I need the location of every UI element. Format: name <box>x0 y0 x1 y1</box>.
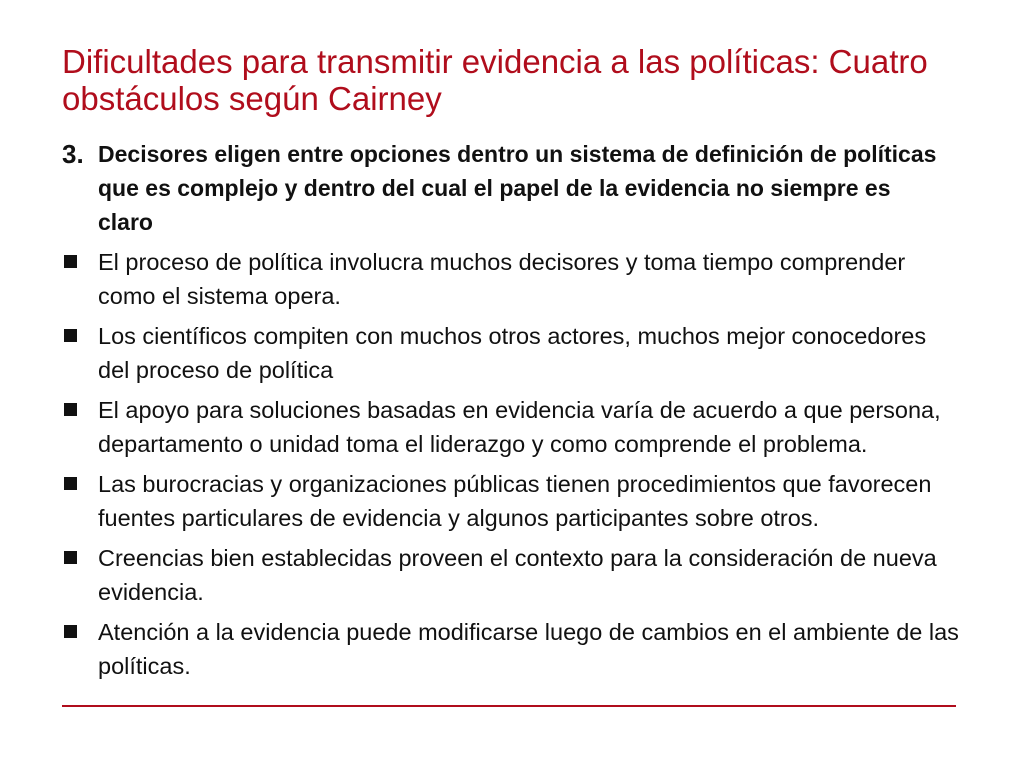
bullet-text: El apoyo para soluciones basadas en evidencia varía de acuerdo a que persona, departamento o unidad toma el liderazgo y como comprende el problema. <box>98 397 941 457</box>
list-item <box>62 541 962 609</box>
square-bullet-icon <box>64 625 77 638</box>
square-bullet-icon <box>64 551 77 564</box>
obstacle-point <box>62 137 942 239</box>
bullet-list <box>62 245 962 683</box>
bullet-text: Las burocracias y organizaciones públicas tienen procedimientos que favorecen fuentes particulares de evidencia y algunos participantes sobre otros. <box>98 471 932 531</box>
square-bullet-icon <box>64 403 77 416</box>
list-item <box>62 393 962 461</box>
annotation-line <box>62 705 956 707</box>
list-item <box>62 245 962 313</box>
bullet-text: El proceso de política involucra muchos decisores y toma tiempo comprender como el sistema opera. <box>98 249 906 309</box>
square-bullet-icon <box>64 255 77 268</box>
list-item <box>62 319 962 387</box>
bullet-text: Los científicos compiten con muchos otros actores, muchos mejor conocedores del proceso de política <box>98 323 927 383</box>
point-number: 3. <box>62 139 84 169</box>
point-text: Decisores eligen entre opciones dentro un sistema de definición de políticas que es complejo y dentro del cual el papel de la evidencia no siempre es claro <box>98 141 937 235</box>
slide-title: Dificultades para transmitir evidencia a las políticas: Cuatro obstáculos según Cairney <box>62 43 928 117</box>
square-bullet-icon <box>64 477 77 490</box>
square-bullet-icon <box>64 329 77 342</box>
bullet-text: Atención a la evidencia puede modificarse luego de cambios en el ambiente de las políticas. <box>98 619 959 679</box>
list-item <box>62 467 962 535</box>
bullet-text: Creencias bien establecidas proveen el contexto para la consideración de nueva evidencia. <box>98 545 937 605</box>
list-item <box>62 615 962 683</box>
